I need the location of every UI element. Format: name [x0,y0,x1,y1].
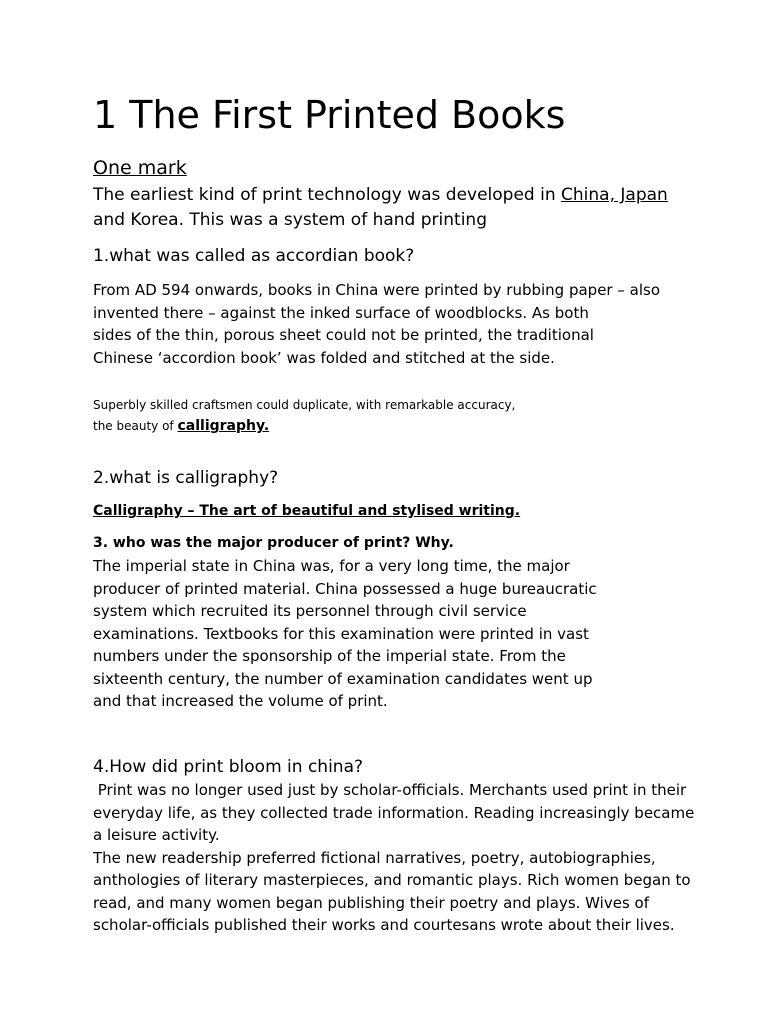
answer-4-line: Print was no longer used just by scholar-officials. Merchants used print in their [93,781,687,799]
calligraphy-emphasis: calligraphy. [177,418,270,434]
answer-3-line: system which recruited its personnel through civil service [93,602,527,620]
answer-1-line: invented there – against the inked surface of woodblocks. As both [93,303,589,322]
question-3: 3. who was the major producer of print? Why. [93,535,454,551]
answer-4-line: The new readership preferred fictional narratives, poetry, autobiographies, [93,848,656,867]
answer-3-line: numbers under the sponsorship of the imperial state. From the [93,647,566,665]
note-line-1: Superbly skilled craftsmen could duplicate, with remarkable accuracy, [93,398,516,412]
answer-4 [93,779,694,937]
answer-4-line: a leisure activity. [93,826,220,844]
intro-line-2: and Korea. This was a system of hand printing [93,210,487,230]
section-heading-one-mark: One mark [93,157,187,179]
note-line-2-text: the beauty of [93,419,178,433]
question-1: 1.what was called as accordian book? [93,246,415,266]
answer-4-line: read, and many women began publishing their poetry and plays. Wives of [93,893,649,912]
answer-3-line: examinations. Textbooks for this examination were printed in vast [93,624,589,643]
answer-3-line: and that increased the volume of print. [93,692,388,710]
question-4: 4.How did print bloom in china? [93,757,364,777]
answer-4-line: scholar-officials published their works and courtesans wrote about their lives. [93,916,675,934]
answer-3-line: The imperial state in China was, for a very long time, the major [93,557,570,575]
answer-1-line: From AD 594 onwards, books in China were printed by rubbing paper – also [93,281,660,299]
answer-1-line: sides of the thin, porous sheet could not be printed, the traditional [93,326,594,344]
china-japan-link: China, Japan [561,185,668,205]
note-line-2 [93,416,515,437]
page-title: 1 The First Printed Books [93,93,566,137]
answer-4-line: everyday life, as they collected trade information. Reading increasingly became [93,803,695,822]
answer-1 [93,279,660,369]
answer-3-line: sixteenth century, the number of examination candidates went up [93,669,593,688]
answer-1-line: Chinese ‘accordion book’ was folded and stitched at the side. [93,348,555,367]
answer-2-definition: Calligraphy – The art of beautiful and stylised writing. [93,503,521,519]
answer-3-line: producer of printed material. China possessed a huge bureaucratic [93,579,597,598]
intro-line-1 [93,183,668,208]
intro-paragraph [93,183,668,233]
intro-line-1-text: The earliest kind of print technology was developed in [93,185,562,205]
question-2: 2.what is calligraphy? [93,468,279,488]
answer-4-line: anthologies of literary masterpieces, and romantic plays. Rich women began to [93,871,691,889]
calligraphy-note [93,395,515,437]
answer-3 [93,555,597,713]
